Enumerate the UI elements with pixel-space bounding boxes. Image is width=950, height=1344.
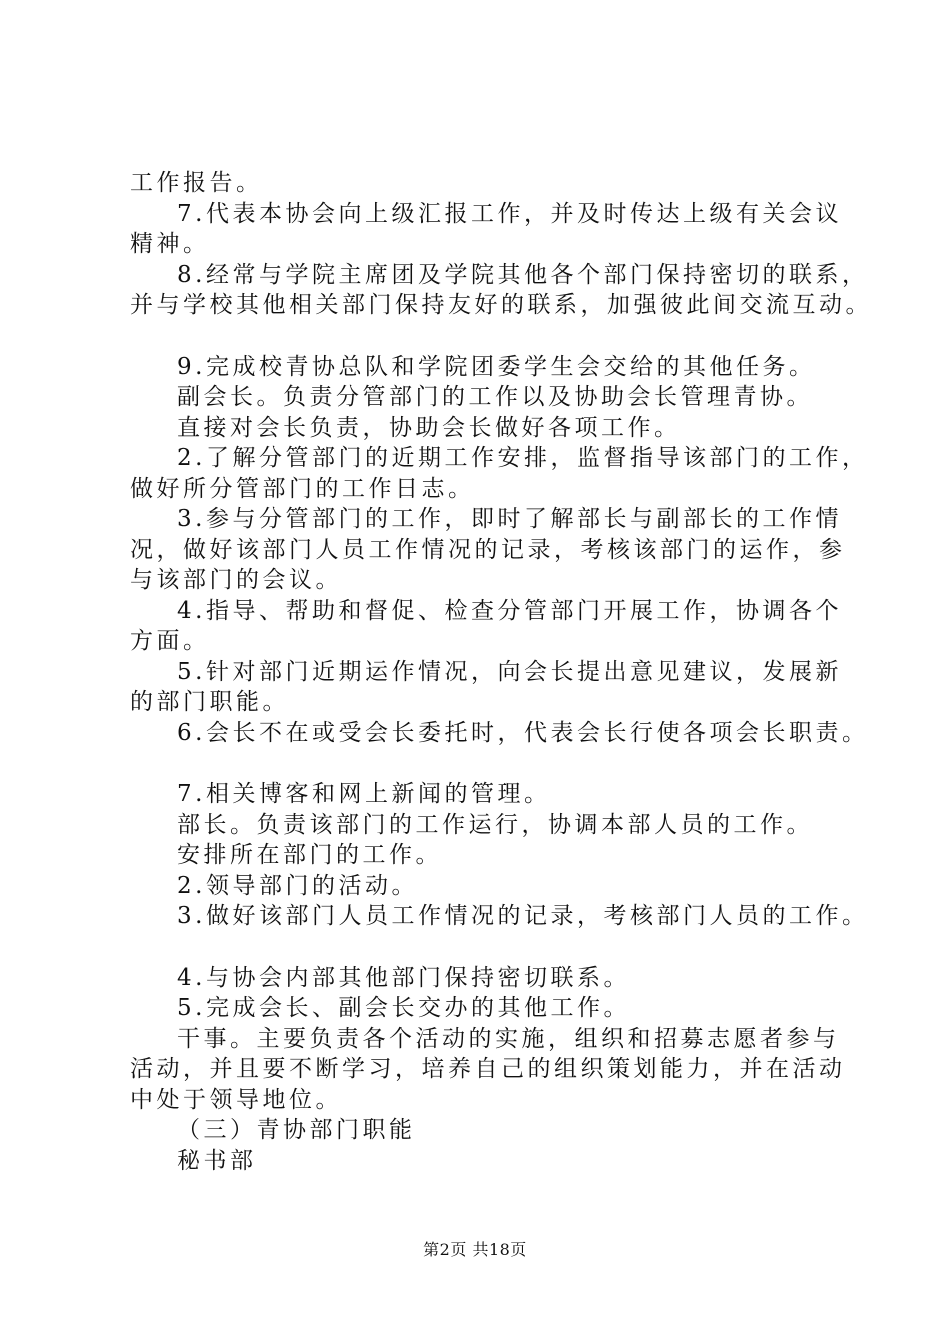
text-line: 活动，并且要不断学习，培养自己的组织策划能力，并在活动 <box>130 1056 846 1082</box>
text-line: 8.经常与学院主席团及学院其他各个部门保持密切的联系， <box>177 261 869 288</box>
text-line: 5.完成会长、副会长交办的其他工作。 <box>177 995 630 1021</box>
text-line: 方面。 <box>130 628 210 654</box>
text-line: 做好所分管部门的工作日志。 <box>130 475 475 502</box>
text-line: 3.做好该部门人员工作情况的记录，考核部门人员的工作。 <box>177 903 869 929</box>
text-line: 安排所在部门的工作。 <box>177 842 442 868</box>
text-line: 并与学校其他相关部门保持友好的联系，加强彼此间交流互动。 <box>130 292 872 318</box>
document-body <box>130 168 872 1176</box>
text-line: 4.指导、帮助和督促、检查分管部门开展工作，协调各个 <box>177 597 842 624</box>
text-line: 副会长。负责分管部门的工作以及协助会长管理青协。 <box>177 384 813 410</box>
text-line: 5.针对部门近期运作情况，向会长提出意见建议，发展新 <box>177 658 842 685</box>
text-line: 干事。主要负责各个活动的实施，组织和招募志愿者参与 <box>177 1025 840 1052</box>
text-line: 6.会长不在或受会长委托时，代表会长行使各项会长职责。 <box>177 719 869 746</box>
text-line: 部长。负责该部门的工作运行，协调本部人员的工作。 <box>177 811 813 838</box>
text-line: 秘书部 <box>177 1147 257 1174</box>
page-footer: 第2页 共18页 <box>423 1240 527 1259</box>
text-line: 况，做好该部门人员工作情况的记录，考核该部门的运作，参 <box>130 536 846 563</box>
text-line: 3.参与分管部门的工作，即时了解部长与副部长的工作情 <box>177 506 842 532</box>
text-line: 7.代表本协会向上级汇报工作，并及时传达上级有关会议 <box>177 200 842 227</box>
text-line: 精神。 <box>130 231 210 257</box>
text-line: 9.完成校青协总队和学院团委学生会交给的其他任务。 <box>177 353 816 380</box>
text-line: 中处于领导地位。 <box>130 1086 342 1113</box>
text-line: 的部门职能。 <box>130 689 289 715</box>
text-line: 2.领导部门的活动。 <box>177 872 418 899</box>
text-line: 2.了解分管部门的近期工作安排，监督指导该部门的工作， <box>177 445 869 471</box>
text-line: （三）青协部门职能 <box>177 1117 416 1143</box>
text-line: 直接对会长负责，协助会长做好各项工作。 <box>177 414 681 441</box>
text-line: 与该部门的会议。 <box>130 567 342 593</box>
text-line: 工作报告。 <box>130 170 263 196</box>
text-line: 4.与协会内部其他部门保持密切联系。 <box>177 964 630 991</box>
text-line: 7.相关博客和网上新闻的管理。 <box>177 781 551 807</box>
